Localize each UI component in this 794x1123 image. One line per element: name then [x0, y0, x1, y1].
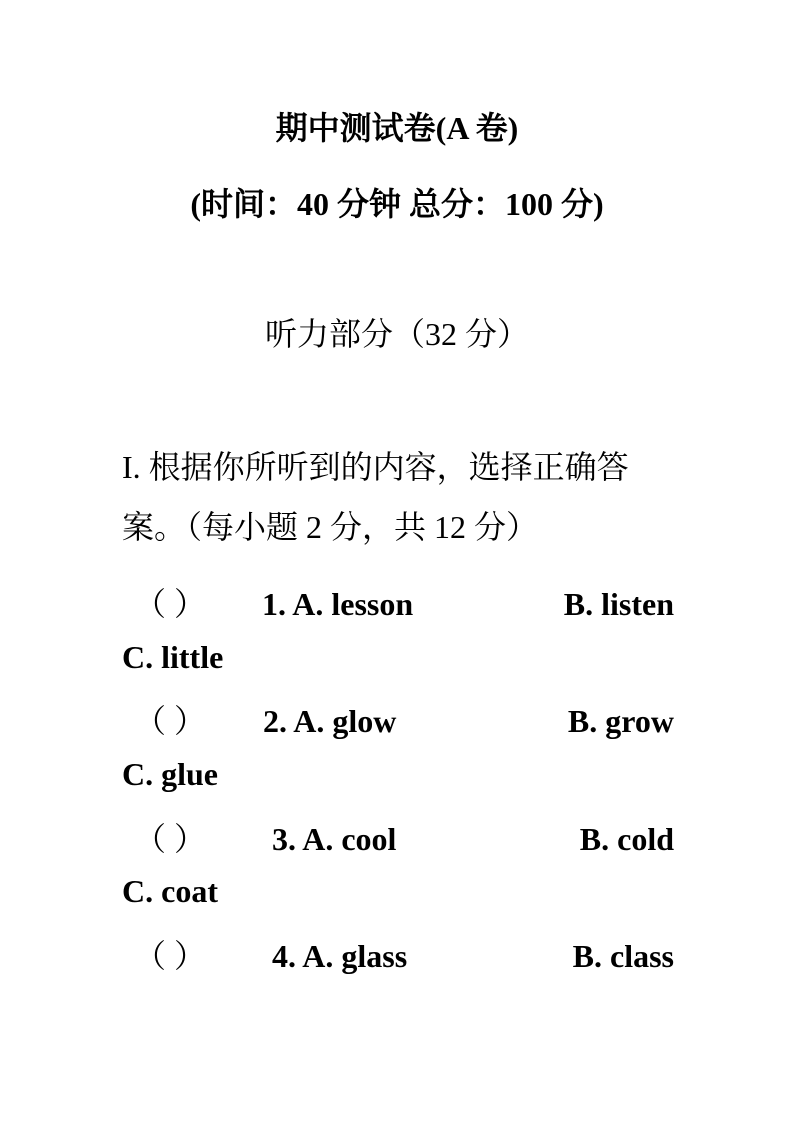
question-2-option-a: 2. A. glow: [263, 703, 397, 739]
question-4-row: [122, 936, 674, 976]
instruction-line-1: I. 根据你所听到的内容，选择正确答: [122, 449, 629, 485]
page-title: 期中测试卷(A 卷): [275, 110, 519, 146]
question-1-option-c: C. little: [122, 639, 224, 675]
question-3-row: [122, 819, 674, 859]
instruction-line-2: 案。（每小题 2 分，共 12 分）: [122, 509, 539, 545]
question-2-option-b: B. grow: [567, 703, 674, 739]
question-4-option-a: 4. A. glass: [272, 938, 408, 974]
question-1-row: [122, 584, 674, 624]
question-2-row: [122, 701, 674, 741]
question-3-option-a: 3. A. cool: [272, 821, 397, 857]
question-3-option-c: C. coat: [122, 873, 218, 909]
answer-blank-4[interactable]: （ ）: [134, 938, 207, 974]
answer-blank-3[interactable]: （ ）: [134, 821, 207, 857]
question-4-option-b: B. class: [572, 938, 674, 974]
question-1-option-b: B. listen: [563, 586, 674, 622]
question-1-option-a: 1. A. lesson: [262, 586, 414, 622]
section-title: 听力部分（32 分）: [264, 316, 529, 352]
question-3-option-b: B. cold: [579, 821, 674, 857]
answer-blank-2[interactable]: （ ）: [134, 703, 207, 739]
question-2-option-c: C. glue: [122, 756, 218, 792]
answer-blank-1[interactable]: （ ）: [134, 586, 207, 622]
exam-info-subtitle: (时间：40 分钟 总分：100 分): [190, 186, 604, 222]
